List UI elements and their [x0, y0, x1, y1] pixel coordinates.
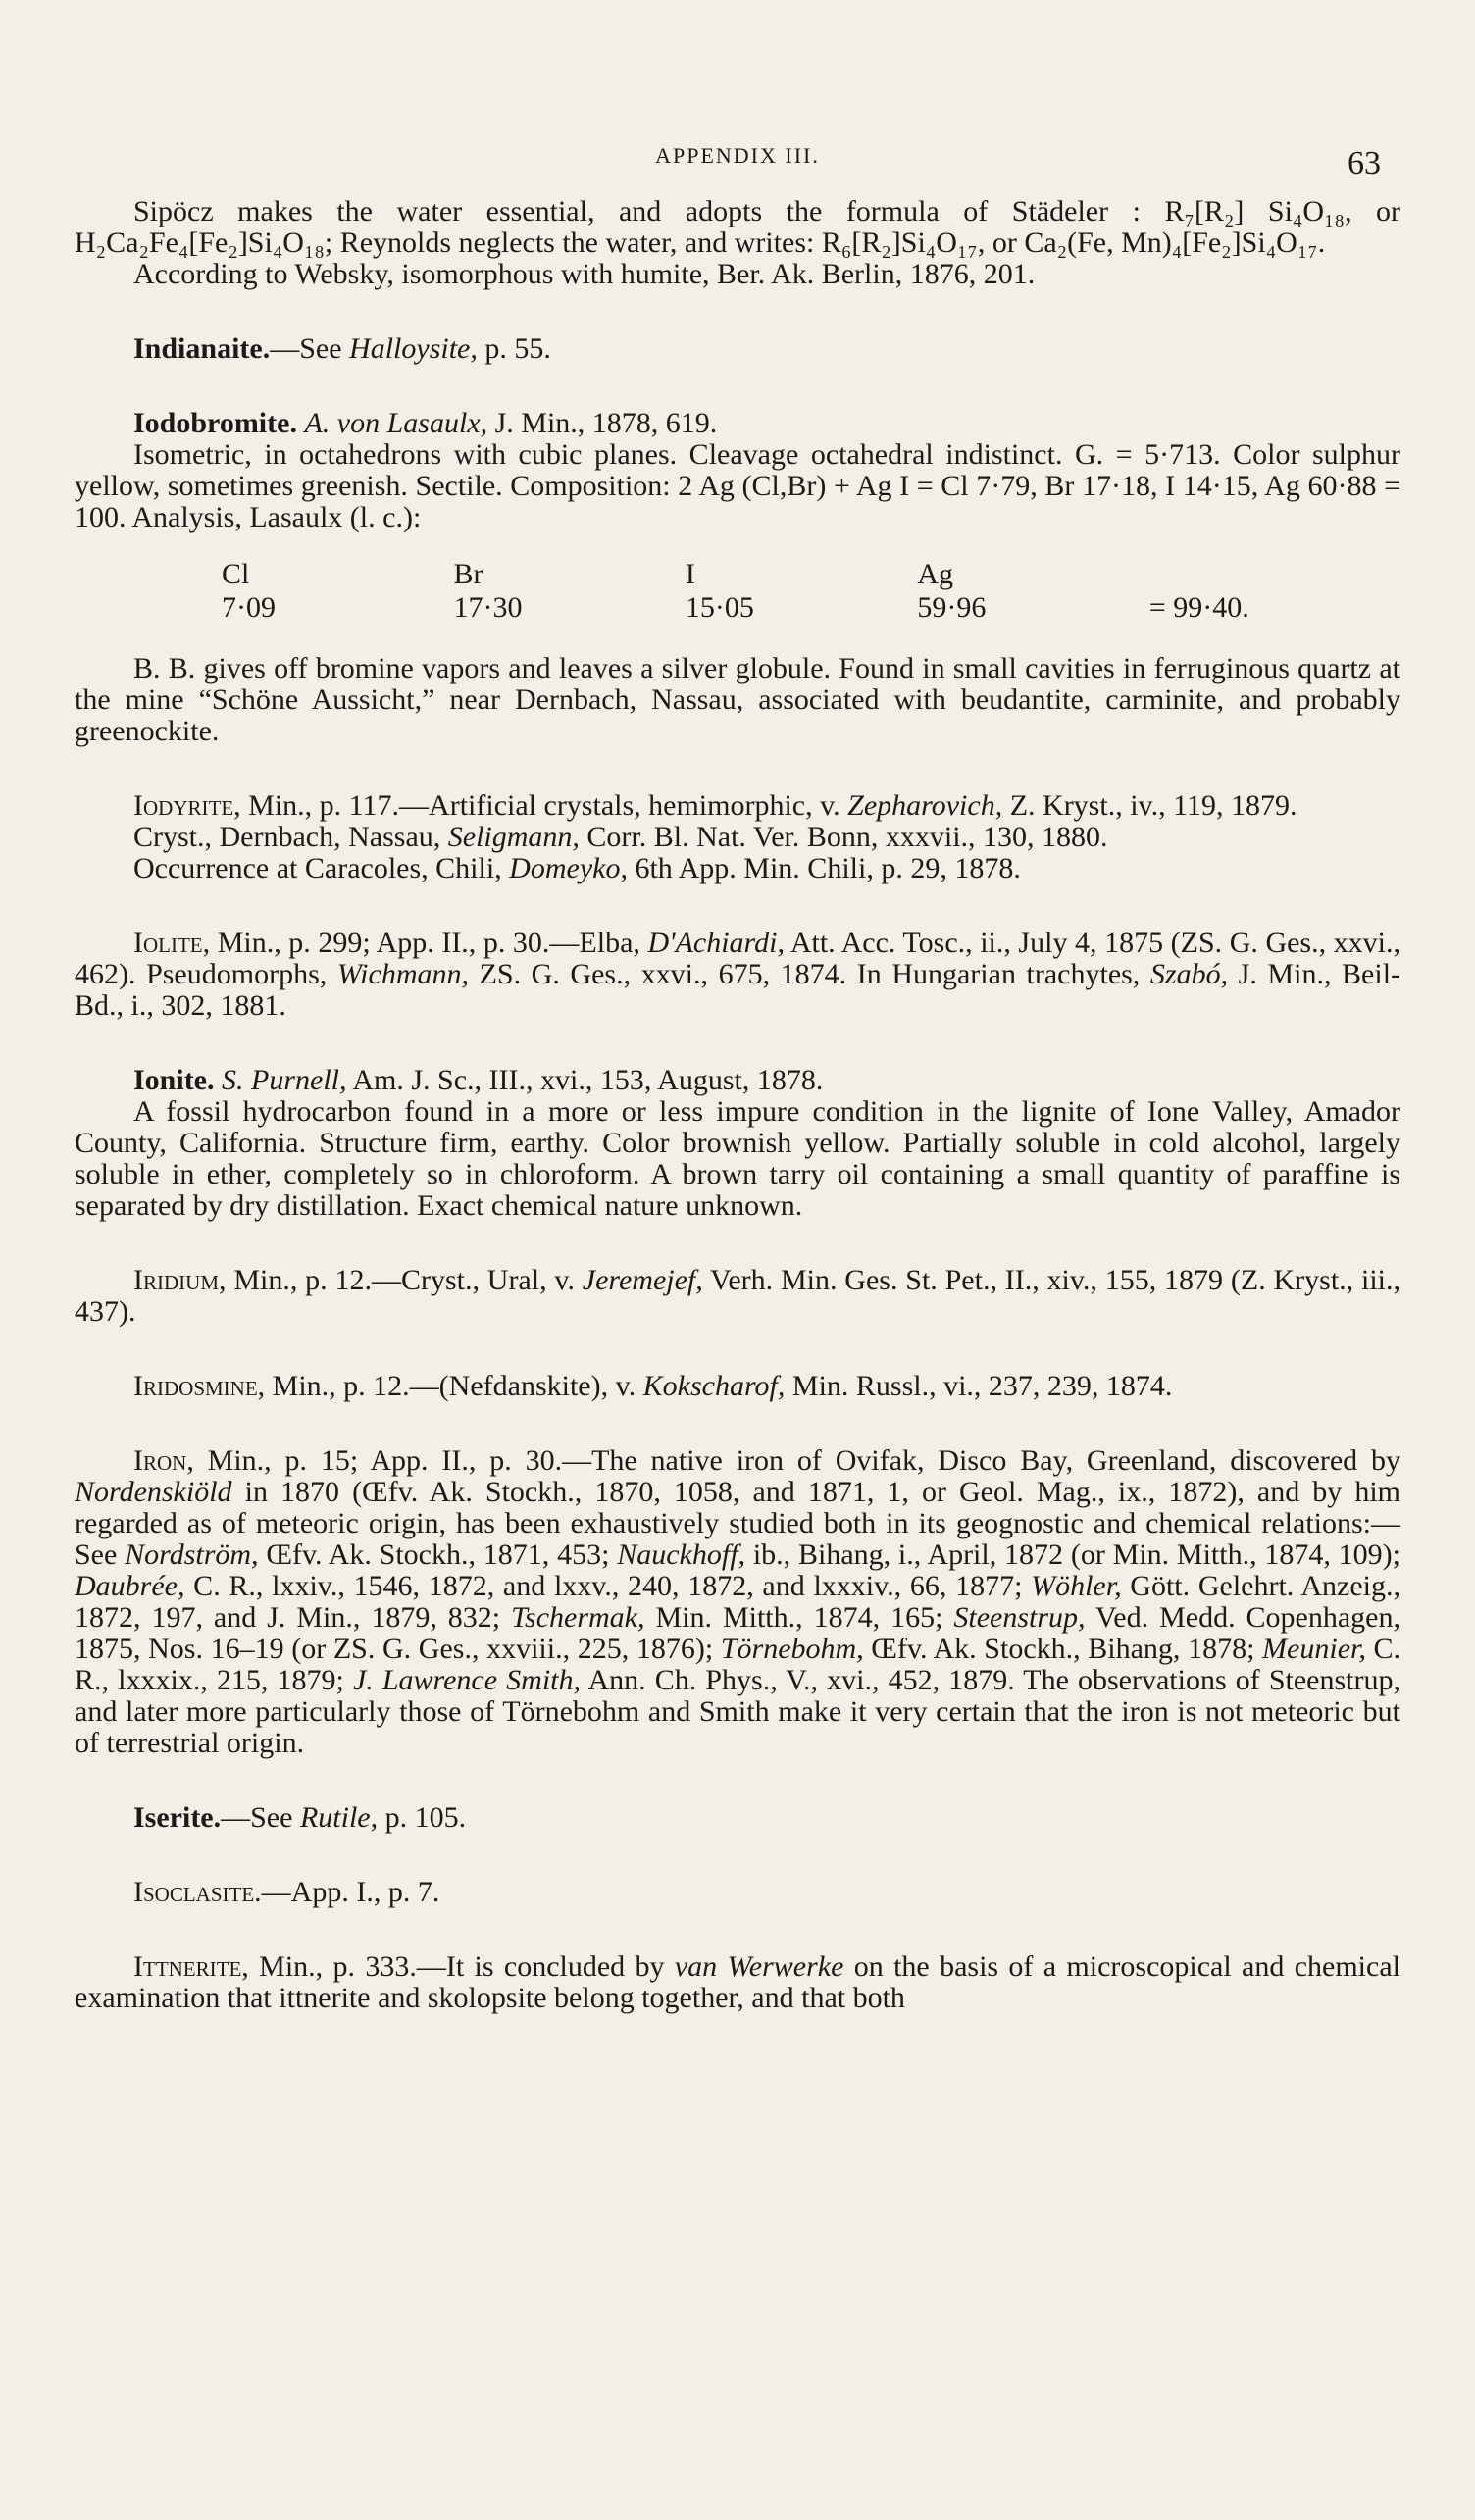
author: A. von Lasaulx, — [304, 407, 488, 439]
author: Daubrée, — [75, 1570, 185, 1602]
paragraph — [75, 1802, 1400, 1834]
text-run: Cryst., Dernbach, Nassau, — [133, 821, 448, 853]
author: Kokscharof, — [642, 1370, 786, 1402]
running-title: APPENDIX III. — [655, 143, 820, 168]
text-run: Min., p. 117.—Artificial crystals, hemimorphic, v. — [240, 789, 848, 822]
paragraph — [75, 333, 1400, 365]
author: D'Achiardi, — [647, 927, 785, 959]
entry-indianaite — [75, 333, 1400, 365]
paragraph — [75, 928, 1400, 1022]
paragraph: Isometric, in octahedrons with cubic planes. Cleavage octahedral indistinct. G. = 5·713. Color sulphur yellow, sometimes greenish. Sectile. Composition: 2 Ag (Cl,Br) + Ag I = Cl 7·79, Br 17·18, I 14·15, Ag 60·88 = 100. Analysis, Lasaulx (l. c.): — [75, 438, 1400, 533]
text-run: in 1870 (Œfv. Ak. Stockh., 1870, 1058, and 1871, 1, or Geol. Mag., ix., 1872), and by him regarded as of meteoric origin, has been exhaustively studied both in its geognostic and chemical relations:—See — [75, 1476, 1400, 1571]
citation: Am. J. Sc., III., xvi., 153, August, 1878. — [346, 1064, 824, 1096]
text-run: on the basis of a microscopical and chemical examination that ittnerite and skolopsite belong together, and that both — [75, 1950, 1400, 2014]
text-run: Min., p. 12.—Cryst., Ural, v. — [226, 1264, 583, 1296]
text-run: Verh. Min. Ges. St. Pet., II., xiv., 155, 1879 (Z. Kryst., iii., 437). — [75, 1264, 1400, 1328]
citation: J. Min., 1878, 619. — [487, 407, 718, 439]
text-run: Min., p. 12.—(Nefdanskite), v. — [265, 1370, 643, 1402]
text-run: J. Min., Beil-Bd., i., 302, 1881. — [75, 958, 1401, 1022]
mineral-name: Ionite. — [133, 1064, 215, 1096]
mineral-name: Iolite, — [133, 927, 211, 959]
mineral-name: Iserite. — [133, 1801, 222, 1834]
author: Meunier, — [1262, 1633, 1366, 1665]
entry-iolite — [75, 928, 1400, 1022]
paragraph — [75, 1877, 1400, 1908]
author: Nordenskiöld — [75, 1476, 232, 1508]
entry-isoclasite — [75, 1877, 1400, 1908]
text-run: —See — [221, 1801, 300, 1834]
analysis-column — [917, 559, 1148, 624]
text-run: Occurrence at Caracoles, Chili, — [133, 852, 510, 884]
analysis-total: = 99·40. — [1148, 591, 1249, 624]
analysis-value: 17·30 — [453, 591, 523, 624]
analysis-header: Cl — [222, 558, 250, 590]
paragraph — [75, 1371, 1400, 1402]
text-run: Min., p. 333.—It is concluded by — [248, 1950, 675, 1983]
mineral-name: Indianaite. — [133, 332, 271, 365]
text-run: p. 105. — [378, 1801, 467, 1834]
text-run: Z. Kryst., iv., 119, 1879. — [1002, 789, 1297, 822]
author: Zepharovich, — [847, 789, 1003, 822]
text-run: 6th App. Min. Chili, p. 29, 1878. — [627, 852, 1021, 884]
analysis-value: 7·09 — [222, 591, 276, 624]
author: J. Lawrence Smith, — [352, 1664, 581, 1696]
author: Tschermak, — [511, 1601, 645, 1634]
entry-sipocz-continuation — [75, 196, 1400, 290]
paragraph: B. B. gives off bromine vapors and leaves a silver globule. Found in small cavities in ferruginous quartz at the mine “Schöne Aussicht,” near Dernbach, Nassau, associated with beudantite, carminite, and probably greenockite. — [75, 652, 1400, 747]
text-run: Œfv. Ak. Stockh., Bihang, 1878; — [863, 1633, 1263, 1665]
mineral-name: Iodobromite. — [133, 407, 297, 439]
text-run: Corr. Bl. Nat. Ver. Bonn, xxxvii., 130, 1880. — [579, 821, 1108, 853]
entry-iserite — [75, 1802, 1400, 1834]
text-run: Ved. Medd. Copenhagen, 1875, Nos. 16–19 (or ZS. G. Ges., xxviii., 225, 1876); — [75, 1601, 1400, 1665]
author: Nauckhoff, — [617, 1538, 746, 1571]
text-run: Att. Acc. Tosc., ii., July 4, 1875 (ZS. G. Ges., xxvi., 462). Pseudomorphs, — [75, 927, 1400, 990]
analysis-value: 15·05 — [685, 591, 754, 624]
text-run: Min., p. 299; App. II., p. 30.—Elba, — [210, 927, 648, 959]
main-text — [75, 196, 1400, 2053]
analysis-column — [686, 559, 917, 624]
author: Törnebohm, — [720, 1633, 864, 1665]
text-run: Ann. Ch. Phys., V., xvi., 452, 1879. The observations of Steenstrup, and later more particularly those of Törnebohm and Smith make it very certain that the iron is not meteoric but of terrestrial origin. — [75, 1664, 1400, 1759]
paragraph: A fossil hydrocarbon found in a more or less impure condition in the lignite of Ione Valley, Amador County, California. Structure firm, earthy. Color brownish yellow. Partially soluble in cold alcohol, largely soluble in ether, completely so in chloroform. A brown tarry oil containing a small quantity of paraffine is separated by dry distillation. Exact chemical nature unknown. — [75, 1095, 1400, 1222]
mineral-name: Iron, — [133, 1444, 194, 1477]
analysis-header: Br — [453, 558, 483, 590]
author: Jeremejef, — [582, 1264, 703, 1296]
text-run: ib., Bihang, i., April, 1872 (or Min. Mitth., 1874, 109); — [745, 1538, 1401, 1571]
author: Wichmann, — [336, 958, 469, 990]
entry-ionite — [75, 1065, 1400, 1222]
page-number: 63 — [1348, 145, 1381, 181]
paragraph — [75, 822, 1400, 853]
text-run: p. 55. — [477, 332, 551, 365]
cross-reference: Rutile, — [299, 1801, 379, 1834]
mineral-name: Isoclasite. — [133, 1876, 262, 1908]
analysis-header: Ag — [917, 558, 954, 590]
analysis-column — [222, 559, 453, 624]
text-run: C. R., lxxiv., 1546, 1872, and lxxv., 240, 1872, and lxxxiv., 66, 1877; — [184, 1570, 1032, 1602]
page-header — [0, 135, 1475, 181]
analysis-column — [453, 559, 685, 624]
entry-ittnerite — [75, 1951, 1400, 2014]
author: van Werwerke — [674, 1950, 844, 1983]
text-run: Gött. Gelehrt. Anzeig., 1872, 197, and J. Min., 1879, 832; — [75, 1570, 1400, 1634]
author: Wöhler, — [1031, 1570, 1122, 1602]
mineral-name: Iridium, — [133, 1264, 227, 1296]
paragraph — [75, 1445, 1400, 1759]
text-run: C. R., lxxxix., 215, 1879; — [75, 1633, 1401, 1696]
author: Szabó, — [1149, 958, 1229, 990]
paragraph — [75, 408, 1400, 439]
paragraph — [75, 1265, 1400, 1328]
mineral-name: Iridosmine, — [133, 1370, 266, 1402]
author: S. Purnell, — [222, 1064, 347, 1096]
entry-iridosmine — [75, 1371, 1400, 1402]
text-run: —App. I., p. 7. — [261, 1876, 440, 1908]
analysis-table — [222, 559, 1400, 624]
cross-reference: Halloysite, — [349, 332, 478, 365]
paragraph — [75, 853, 1400, 884]
analysis-header: I — [685, 558, 695, 590]
author: Nordström, — [125, 1538, 259, 1571]
author: Seligmann, — [447, 821, 580, 853]
analysis-value: 59·96 — [917, 591, 987, 624]
entry-iodobromite — [75, 408, 1400, 747]
entry-iron — [75, 1445, 1400, 1759]
entry-iridium — [75, 1265, 1400, 1328]
paragraph — [75, 790, 1400, 822]
paragraph — [75, 1065, 1400, 1096]
text-run: Min., p. 15; App. II., p. 30.—The native iron of Ovifak, Disco Bay, Greenland, discovered by — [193, 1444, 1400, 1477]
mineral-name: Ittnerite, — [133, 1950, 249, 1983]
paragraph — [75, 1951, 1400, 2014]
text-run: Min. Mitth., 1874, 165; — [644, 1601, 954, 1634]
paragraph: According to Websky, isomorphous with humite, Ber. Ak. Berlin, 1876, 201. — [133, 258, 1036, 290]
text-run: —See — [270, 332, 350, 365]
text-run: Œfv. Ak. Stockh., 1871, 453; — [258, 1538, 618, 1571]
mineral-name: Iodyrite, — [133, 789, 241, 822]
author: Domeyko, — [509, 852, 628, 884]
paragraph: Sipöcz makes the water essential, and adopts the formula of Städeler : R₇[R₂] Si₄O₁₈, or H₂Ca₂Fe₄[Fe₂]Si₄O₁₈; Reynolds neglects the water, and writes: R₆[R₂]Si₄O₁₇, or Ca₂(Fe, Mn)₄[Fe₂]Si₄O₁₇. — [75, 195, 1400, 259]
author: Steenstrup, — [953, 1601, 1086, 1634]
text-run: ZS. G. Ges., xxvi., 675, 1874. In Hungarian trachytes, — [469, 958, 1150, 990]
text-run: Min. Russl., vi., 237, 239, 1874. — [785, 1370, 1173, 1402]
entry-iodyrite — [75, 790, 1400, 884]
